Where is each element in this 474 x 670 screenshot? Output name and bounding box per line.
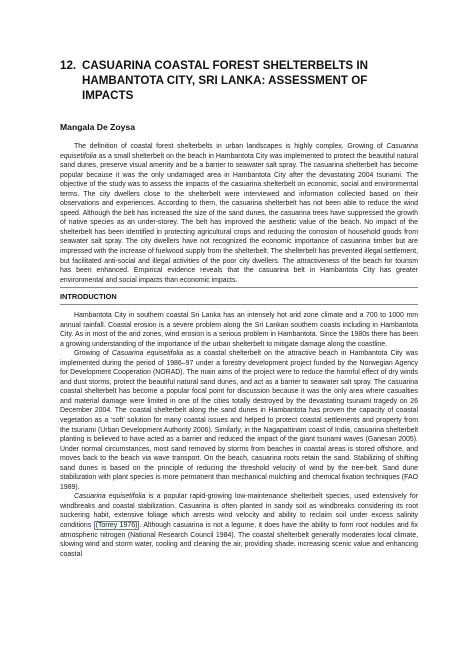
chapter-number: 12. xyxy=(60,59,77,72)
title-line-3: IMPACTS xyxy=(82,89,134,102)
intro-paragraph-2: Growing of Casuarina equisetifolia as a coastal shelterbelt on the attractive beach in Hambantota City was implemented during the period of 1986–97 under a forestry development project funded by the Norwegian Agency for Development Cooperation (NORAD). The main aims of the project were to reduce the harmful effect of dry winds and dust storms, protect the beautiful natural sand dunes, and act as a barrier to seawater salt spray. The casuarina coastal shelterbelt has become a popular focal point for discussion because it was the only area where casualties and material damage were limited in one of the cities totally destroyed by the devastating tsunami tragedy on 26 December 2004. The coastal shelterbelt along the sand dunes in Hambantota has proven the capacity of coastal vegetation as a ‘soft’ solution for many coastal issues and helped to protect coastal settlements and property from the tsunami (Urban Development Authority 2006). Similarly, in the Nagapattinam coast of India, casuarina shelterbelt planting is believed to have acted as a barrier and reduced the impact of the giant tsunami waves (Ganesan 2005). Under normal circumstances, most sand removed by storms from beaches in coastal areas is stored offshore, and moves back to the beach via wave transport. On the beach, casuarina roots retain the sand. Stabilizing of shifting sand dunes is based on the principle of reducing the threshold velocity of wind by the tree-belt. Sand dune stabilization with plant species is more permanent than mechanical mulching and chemical fixation techniques (FAO 1989). xyxy=(60,350,418,491)
title-line-1: 12. CASUARINA COASTAL FOREST SHELTERBELTS IN xyxy=(60,59,368,72)
introduction-body xyxy=(60,311,418,559)
citation-link[interactable]: (Torrey 1976) xyxy=(95,522,138,530)
species-name: Casuarina equisetifolia xyxy=(60,143,418,160)
species-name: Casuarina equisetifolia xyxy=(74,493,146,501)
abstract xyxy=(60,142,418,285)
section-heading: INTRODUCTION xyxy=(60,292,117,301)
chapter-title xyxy=(60,58,420,103)
intro-paragraph-1: Hambantota City in southern coastal Sri Lanka has an intensely hot arid zone climate and a 700 to 1000 mm annual rainfall. Coastal erosion is a severe problem along the Sri Lankan southern coasts including in Hambantota City. As in most of the arid zones, wind erosion is a serious problem in Hambantota. Since the 1980s there has been a growing understanding of the importance of the urban shelterbelt to mitigate damage along the coastline. xyxy=(60,312,418,348)
species-name: Casuarina equisetifolia xyxy=(111,350,184,358)
abstract-paragraph: The definition of coastal forest shelterbelts in urban landscapes is highly complex. Growing of Casuarina equisetifolia as a small shelterbelt on the beach in Hambantota City was implemented to protect the beautiful natural sand dunes, preserve visual amenity and be a barrier to seawater salt spray. The casuarina shelterbelt has become popular because it was the only undamaged area in Hambantota City after the devastating 2004 tsunami. The objective of the study was to assess the impacts of the casuarina shelterbelt on economic, social and environmental terms. The city dwellers close to the shelterbelt were interviewed and information collected based on their observations and experiences. According to them, the casuarina shelterbelt has not been able to reduce the wind speed. Although the belt has increased the size of the sand dunes, the casuarina trees have suppressed the growth of native species as an under-storey. The belt has improved the aesthetic value of the beach. No impact of the shelterbelt has been identified in protecting agricultural crops and reducing the corrosion of household goods from seawater salt spray. The city dwellers have not recognized the economic importance of casuarina timber but are impressed with the increase of fuelwood supply from the shelterbelt. The shelterbelt has prevented illegal settlement, but facilitated anti-social and illegal activities of the poor city dwellers. The attractiveness of the beach for tourism has been enhanced. Empirical evidence reveals that the casuarina belt in Hambantota City has greater environmental and social impacts than economic impacts. xyxy=(60,143,418,284)
title-line-2: HAMBANTOTA CITY, SRI LANKA: ASSESSMENT OF xyxy=(82,74,368,87)
intro-paragraph-3: Casuarina equisetifolia is a popular rapid-growing low-maintenance shelterbelt species, used extensively for windbreaks and coastal stabilization. Casuarina is often planted in sandy soil as windbreaks considering its root suckering habit, extensive foliage which arrests wind velocity and ability to reclaim soil under excess salinity conditions (Torrey 1976) . Although casuarina is not a legume, it does have the ability to form root nodules and fix atmospheric nitrogen (National Research Council 1984). The coastal shelterbelt generally moderates local climate, slowing wind and storm water, cooling and cleaning the air, providing shade, increasing scenic value and enhancing coastal xyxy=(60,493,418,558)
section-divider-bottom xyxy=(60,304,418,305)
section-divider-top xyxy=(60,287,418,288)
author-name: Mangala De Zoysa xyxy=(60,122,135,132)
